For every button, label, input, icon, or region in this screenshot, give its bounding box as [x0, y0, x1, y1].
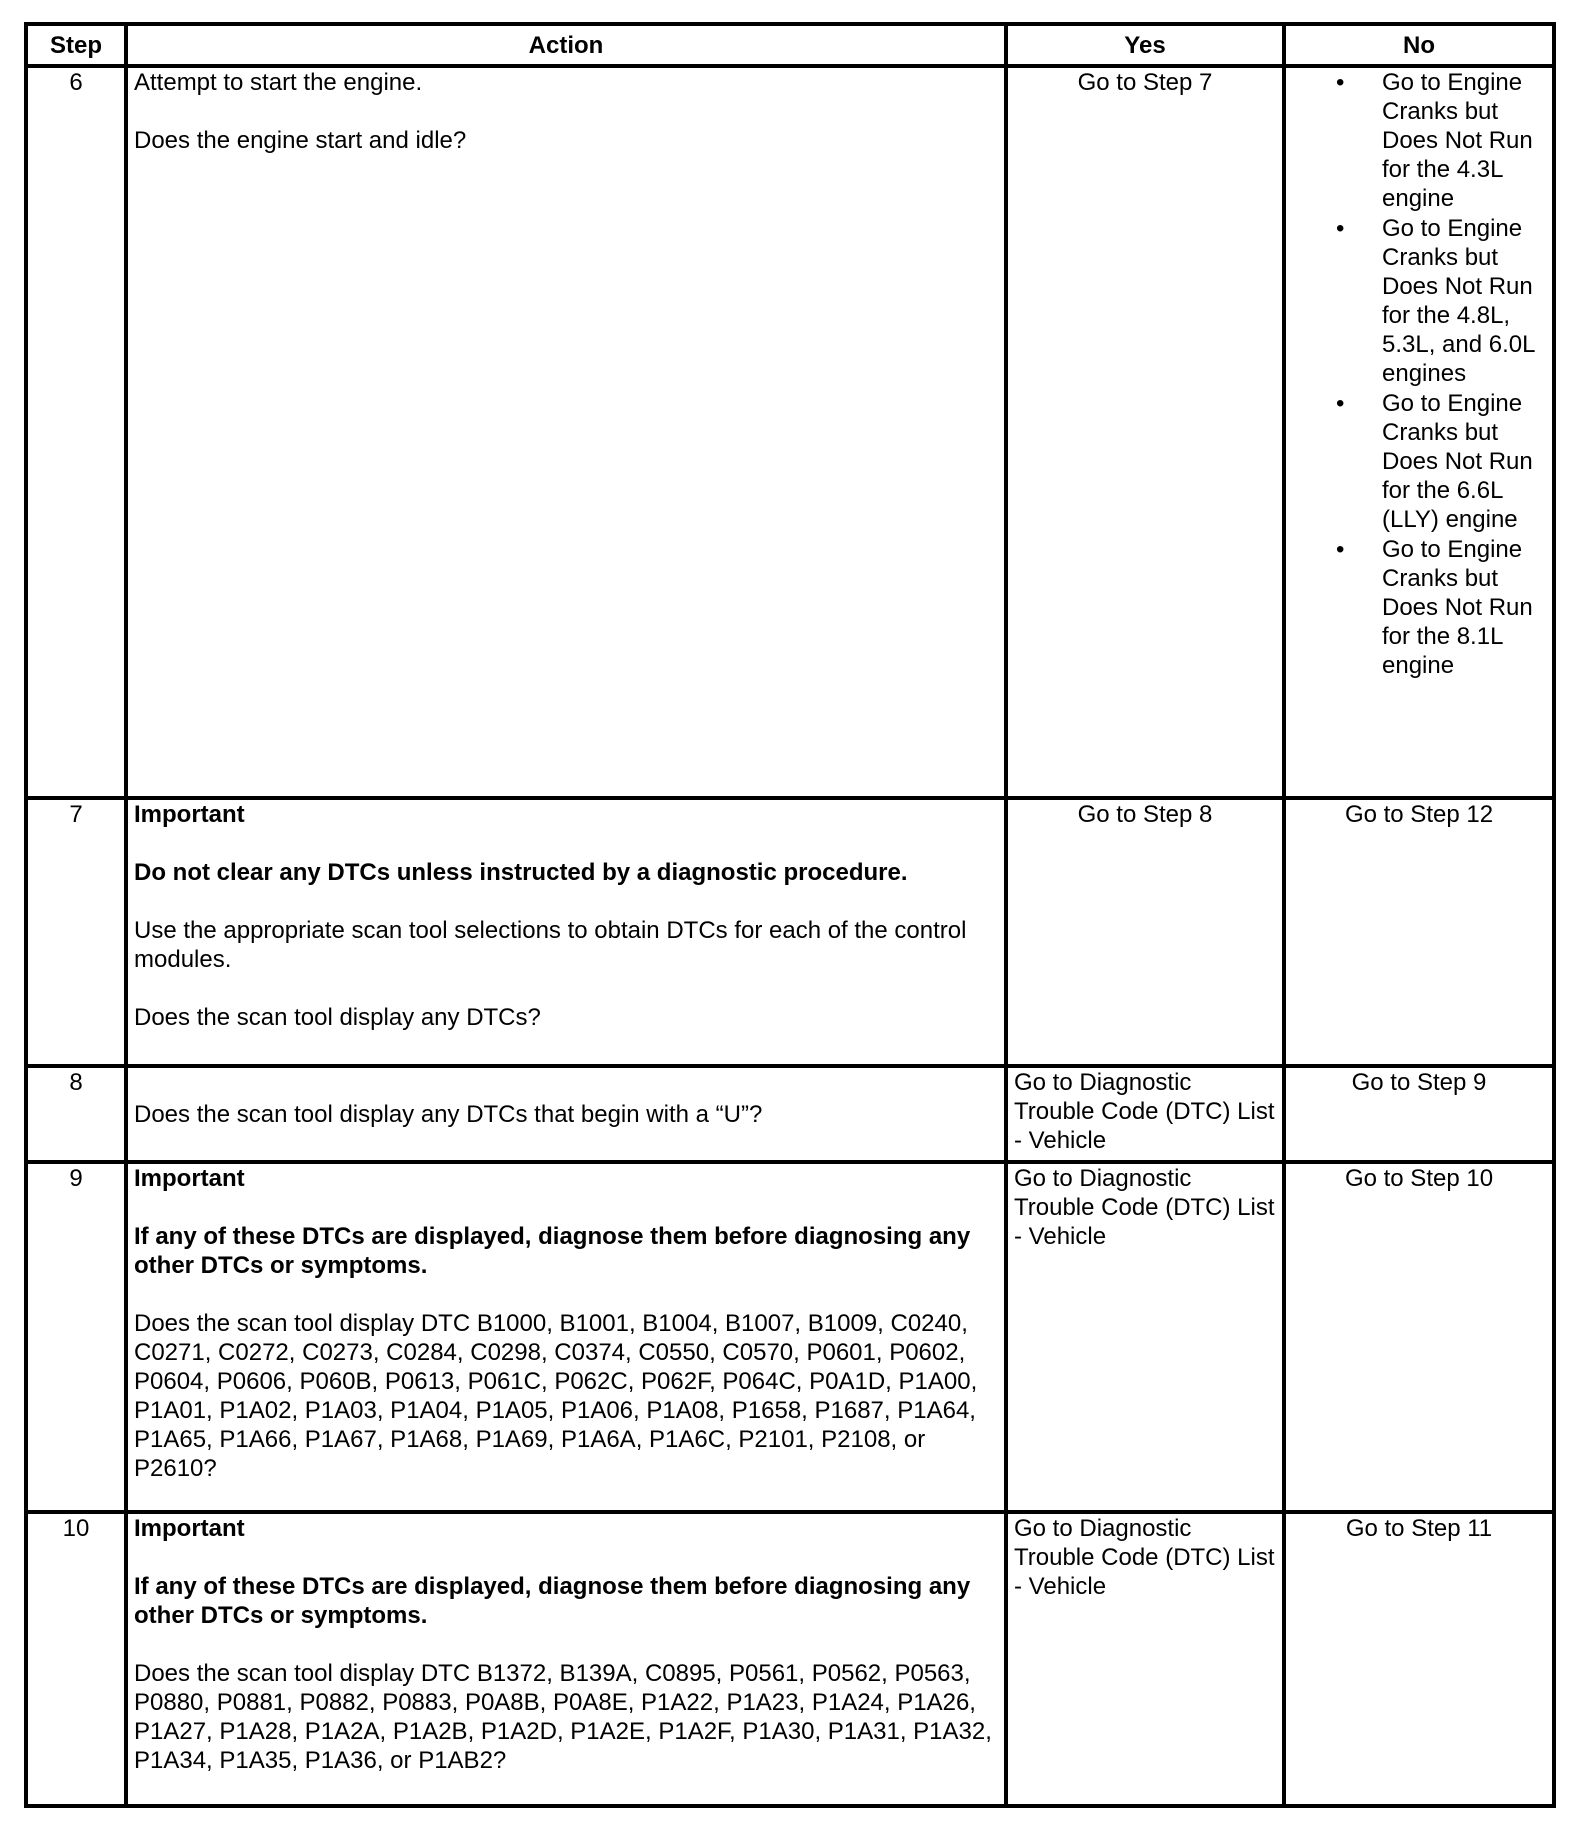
action-question: Does the scan tool display DTC B1000, B1001, B1004, B1007, B1009, C0240, C0271, C0272, C0273, C0284, C0298, C0374, C0550, C0570, P0601, P0602, P0604, P0606, P060B, P0613, P061C, P062C, P062F, P064C, P0A1D, P1A00, P1A01, P1A02, P1A03, P1A04, P1A05, P1A06, P1A08, P1658, P1687, P1A64, P1A65, P1A66, P1A67, P1A68, P1A69, P1A6A, P1A6C, P2101, P2108, or P2610?	[134, 1310, 978, 1482]
step-number: 6	[26, 66, 126, 798]
list-item: • Go to Engine Cranks but Does Not Run for the 6.6L (LLY) engine	[1382, 389, 1546, 534]
header-no: No	[1284, 24, 1554, 66]
action-question: Does the scan tool display DTC B1372, B139A, C0895, P0561, P0562, P0563, P0880, P0881, P0882, P0883, P0A8B, P0A8E, P1A22, P1A23, P1A24, P1A26, P1A27, P1A28, P1A2A, P1A2B, P1A2D, P1A2E, P1A2F, P1A30, P1A31, P1A32, P1A34, P1A35, P1A36, or P1AB2?	[134, 1660, 992, 1774]
diagnostic-table	[24, 22, 1556, 1808]
important-label: Important	[134, 1165, 245, 1192]
list-item: • Go to Engine Cranks but Does Not Run for the 8.1L engine	[1382, 535, 1546, 680]
list-item: • Go to Engine Cranks but Does Not Run for the 4.8L, 5.3L, and 6.0L engines	[1382, 214, 1546, 388]
yes-cell: Go to Step 8	[1006, 798, 1284, 1066]
yes-cell: Go to Step 7	[1006, 66, 1284, 798]
important-warning: Do not clear any DTCs unless instructed by a diagnostic procedure.	[134, 859, 908, 886]
action-question: Does the engine start and idle?	[134, 127, 467, 154]
no-cell: Go to Step 9	[1284, 1066, 1554, 1162]
table-row-step-9	[26, 1162, 1554, 1512]
step-number: 8	[26, 1066, 126, 1162]
important-label: Important	[134, 801, 245, 828]
table-row-step-10	[26, 1512, 1554, 1806]
table-row-step-7	[26, 798, 1554, 1066]
no-cell	[1284, 66, 1554, 798]
important-label: Important	[134, 1515, 245, 1542]
no-cell: Go to Step 10	[1284, 1162, 1554, 1512]
action-cell	[126, 1066, 1006, 1162]
header-yes: Yes	[1006, 24, 1284, 66]
header-row	[26, 24, 1554, 66]
no-cell: Go to Step 12	[1284, 798, 1554, 1066]
action-cell	[126, 1162, 1006, 1512]
no-cell: Go to Step 11	[1284, 1512, 1554, 1806]
no-options-list	[1292, 68, 1546, 680]
important-warning: If any of these DTCs are displayed, diagnose them before diagnosing any other DTCs or symptoms.	[134, 1223, 971, 1279]
table-row-step-6	[26, 66, 1554, 798]
action-question: Does the scan tool display any DTCs?	[134, 1004, 541, 1031]
action-cell	[126, 66, 1006, 798]
yes-cell: Go to Diagnostic Trouble Code (DTC) List - Vehicle	[1006, 1066, 1284, 1162]
header-action: Action	[126, 24, 1006, 66]
header-step: Step	[26, 24, 126, 66]
important-warning: If any of these DTCs are displayed, diagnose them before diagnosing any other DTCs or symptoms.	[134, 1573, 971, 1629]
action-text: Use the appropriate scan tool selections to obtain DTCs for each of the control modules.	[134, 917, 967, 973]
table-row-step-8	[26, 1066, 1554, 1162]
action-question: Does the scan tool display any DTCs that begin with a “U”?	[134, 1100, 763, 1128]
step-number: 9	[26, 1162, 126, 1512]
step-number: 10	[26, 1512, 126, 1806]
step-number: 7	[26, 798, 126, 1066]
yes-cell: Go to Diagnostic Trouble Code (DTC) List - Vehicle	[1006, 1162, 1284, 1512]
action-cell	[126, 1512, 1006, 1806]
action-text: Attempt to start the engine.	[134, 69, 423, 96]
yes-cell: Go to Diagnostic Trouble Code (DTC) List - Vehicle	[1006, 1512, 1284, 1806]
list-item: • Go to Engine Cranks but Does Not Run for the 4.3L engine	[1382, 68, 1546, 213]
action-cell	[126, 798, 1006, 1066]
